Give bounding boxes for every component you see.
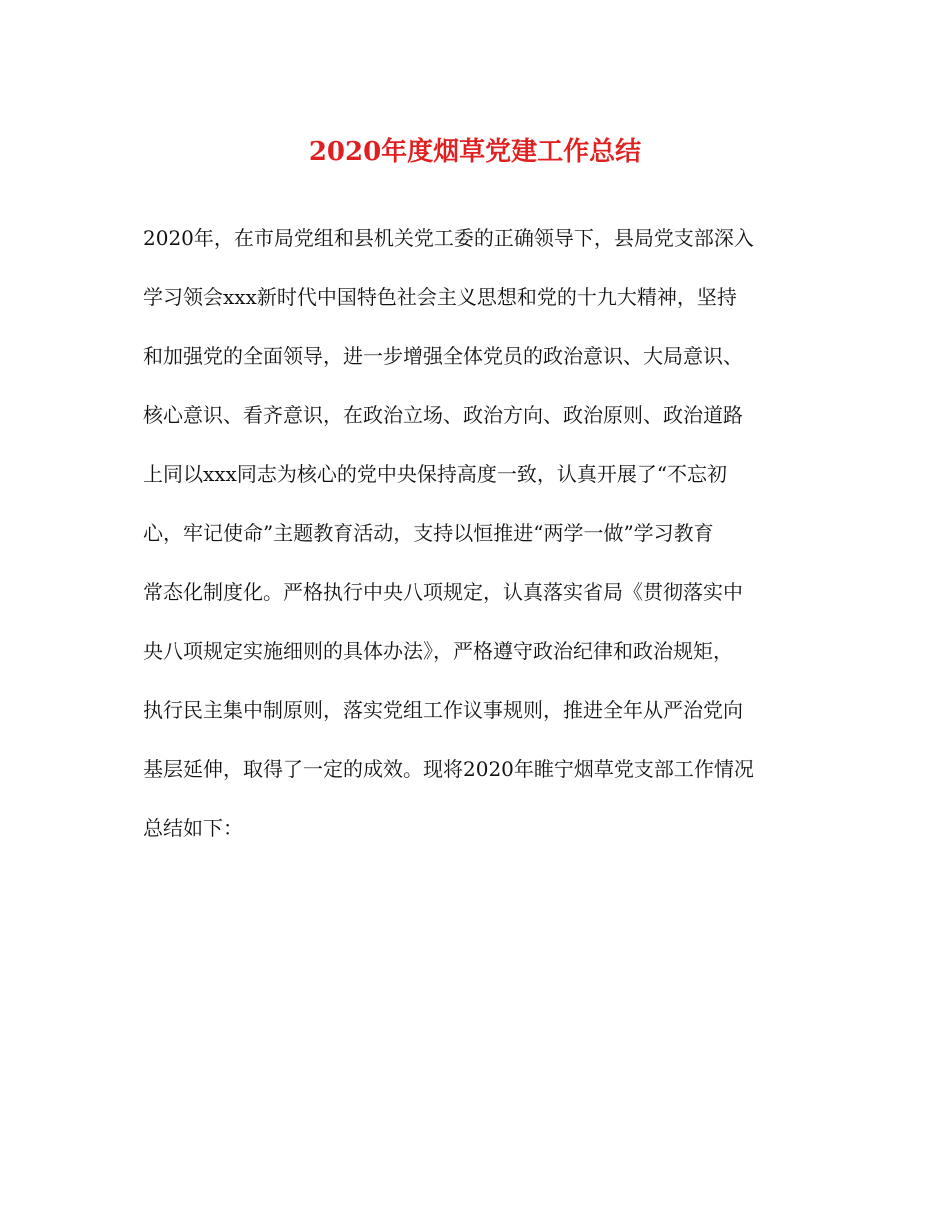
document-title: 2020年度烟草党建工作总结 xyxy=(308,137,642,167)
paragraph-line: 执行民主集中制原则，落实党组工作议事规则，推进全年从严治党向 xyxy=(143,698,743,722)
paragraph-line: 核心意识、看齐意识，在政治立场、政治方向、政治原则、政治道路 xyxy=(143,403,743,427)
paragraph-line: 总结如下： xyxy=(143,816,243,840)
paragraph-line: 常态化制度化。严格执行中央八项规定，认真落实省局《贯彻落实中 xyxy=(143,580,743,604)
document-paragraph xyxy=(143,209,823,858)
paragraph-line: 基层延伸，取得了一定的成效。现将2020年睢宁烟草党支部工作情况 xyxy=(143,757,754,781)
paragraph-line: 2020年，在市局党组和县机关党工委的正确领导下，县局党支部深入 xyxy=(143,226,754,250)
paragraph-line: 央八项规定实施细则的具体办法》，严格遵守政治纪律和政治规矩， xyxy=(143,639,733,663)
paragraph-line: 学习领会xxx新时代中国特色社会主义思想和党的十九大精神，坚持 xyxy=(143,285,737,309)
paragraph-line: 心，牢记使命”主题教育活动，支持以恒推进“两学一做”学习教育 xyxy=(143,521,714,545)
paragraph-line: 上同以xxx同志为核心的党中央保持高度一致，认真开展了“不忘初 xyxy=(143,462,728,486)
paragraph-line: 和加强党的全面领导，进一步增强全体党员的政治意识、大局意识、 xyxy=(143,344,743,368)
